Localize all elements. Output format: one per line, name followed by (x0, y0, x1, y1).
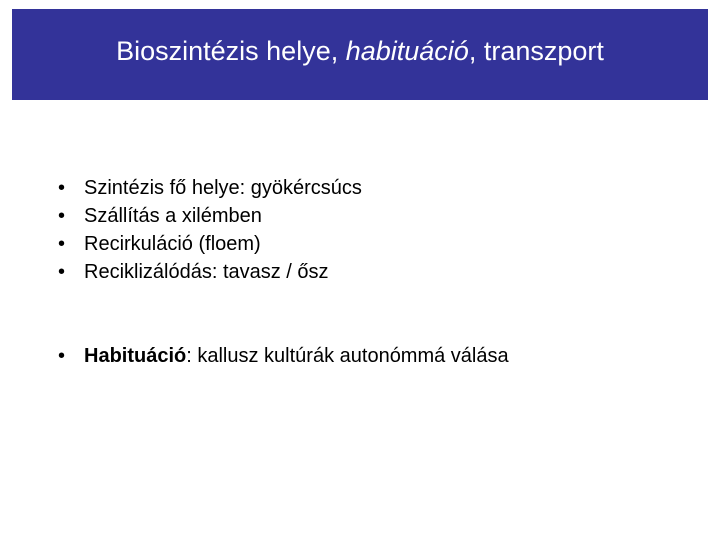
title-part-1: Bioszintézis helye, (116, 36, 346, 66)
bullet-icon: • (58, 205, 66, 227)
bullet-list (58, 174, 362, 286)
bullet-list-habituation (58, 342, 509, 370)
habituation-term: Habituáció (84, 345, 187, 367)
bullet-icon: • (58, 345, 66, 367)
title-italic: habituáció (345, 36, 469, 66)
slide-title-bar (12, 9, 708, 100)
bullet-text: Szintézis fő helye: gyökércsúcs (84, 177, 362, 199)
bullet-item-habituation (58, 342, 509, 370)
bullet-text: Reciklizálódás: tavasz / ősz (84, 261, 329, 283)
bullet-item (58, 174, 362, 202)
bullet-icon: • (58, 261, 66, 283)
habituation-definition: : kallusz kultúrák autonómmá válása (186, 345, 509, 367)
bullet-text: Szállítás a xilémben (84, 205, 262, 227)
bullet-item (58, 202, 362, 230)
bullet-item (58, 258, 362, 286)
bullet-text: Recirkuláció (floem) (84, 233, 261, 255)
bullet-icon: • (58, 177, 66, 199)
title-part-2: , transzport (468, 36, 604, 66)
bullet-icon: • (58, 233, 66, 255)
bullet-item (58, 230, 362, 258)
slide-title (116, 38, 604, 65)
